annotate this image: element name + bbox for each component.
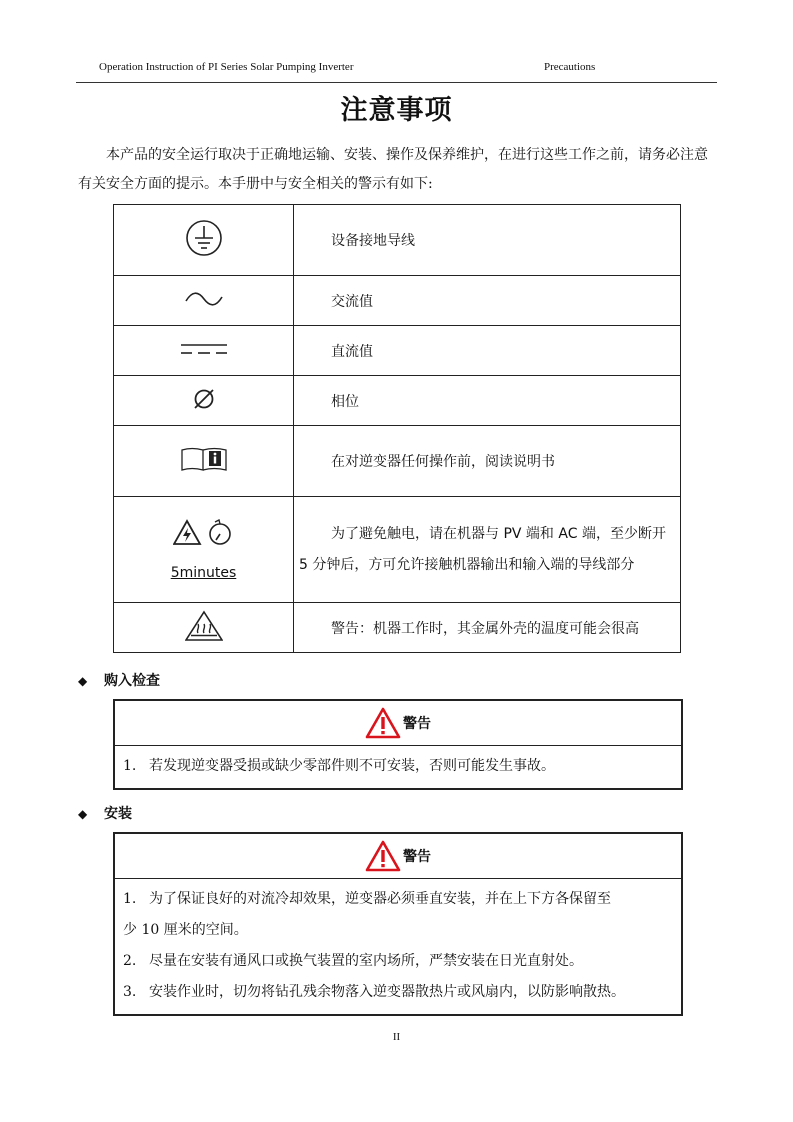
time-caption: 5minutes <box>170 564 237 581</box>
ac-terminal-label: AC <box>558 525 578 542</box>
list-item <box>115 751 681 782</box>
table-row <box>114 603 681 653</box>
table-row <box>114 376 681 426</box>
symbol-cell <box>114 276 294 326</box>
manual-icon <box>180 446 228 472</box>
intro-text: 本产品的安全运行取决于正确地运输、安装、操作及保养维护，在进行这些工作之前，请务必注意有关安全方面的提示。本手册中与安全相关的警示有如下: <box>78 147 708 192</box>
item-number: 3. <box>123 984 137 1000</box>
item-text: 安装作业时，切勿将钻孔残余物落入逆变器散热片或风扇内，以防影响散热。 <box>149 984 625 1000</box>
phase-icon <box>192 387 216 411</box>
header-document-title: Operation Instruction of PI Series Solar Pumping Inverter <box>99 61 354 73</box>
item-text: 尽量在安装有通风口或换气装置的室内场所，严禁安装在日光直射处。 <box>149 953 583 969</box>
item-text: 若发现逆变器受损或缺少零部件则不可安装，否则可能发生事故。 <box>149 758 555 774</box>
symbol-description: 设备接地导线 <box>294 205 681 276</box>
table-row <box>114 326 681 376</box>
warning-box-inspection <box>113 699 683 790</box>
symbols-table <box>113 204 681 653</box>
intro-paragraph <box>78 141 718 199</box>
pv-terminal-label: PV <box>503 525 522 542</box>
shock-timer-icon <box>173 519 235 547</box>
header-rule <box>76 82 717 83</box>
warning-body <box>115 746 681 788</box>
diamond-bullet-icon: ◆ <box>78 674 88 688</box>
header-section-name: Precautions <box>544 61 596 73</box>
warning-triangle-icon <box>365 840 401 872</box>
hot-surface-icon <box>185 610 223 642</box>
symbol-cell <box>114 426 294 497</box>
symbol-description: 警告：机器工作时，其金属外壳的温度可能会很高 <box>294 603 681 653</box>
page-title: 注意事项 <box>340 95 453 126</box>
symbol-description: 交流值 <box>294 276 681 326</box>
diamond-bullet-icon: ◆ <box>78 807 88 821</box>
symbol-cell <box>114 326 294 376</box>
warning-label: 警告 <box>403 849 431 865</box>
item-number: 1. <box>123 758 137 774</box>
item-number: 1. <box>123 891 137 907</box>
section-title: 购入检查 <box>104 673 160 689</box>
list-item-continuation: 少 10 厘米的空间。 <box>123 922 248 938</box>
item-number: 2. <box>123 953 137 969</box>
table-row <box>114 205 681 276</box>
symbol-description: 在对逆变器任何操作前，阅读说明书 <box>294 426 681 497</box>
symbol-cell <box>114 497 294 603</box>
section-title: 安装 <box>104 806 132 822</box>
shock-text-part: 端，至少断开 <box>577 525 666 542</box>
section-heading-installation <box>78 803 132 823</box>
symbol-description: 相位 <box>294 376 681 426</box>
warning-body <box>115 879 681 1014</box>
symbol-cell <box>114 205 294 276</box>
shock-text-part: 分钟后，方可允许接触机器输出和输入端的导线部分 <box>307 556 635 573</box>
symbol-cell <box>114 603 294 653</box>
ground-icon <box>185 219 223 257</box>
warning-triangle-icon <box>365 707 401 739</box>
symbol-description <box>294 497 681 603</box>
table-row <box>114 276 681 326</box>
list-item <box>115 946 681 977</box>
dc-icon <box>180 342 228 356</box>
symbol-cell <box>114 376 294 426</box>
warning-header <box>115 701 681 746</box>
warning-header <box>115 834 681 879</box>
list-item <box>115 977 681 1008</box>
warning-box-installation <box>113 832 683 1016</box>
shock-text-part: 端和 <box>521 525 559 542</box>
list-item <box>115 884 681 915</box>
ac-icon <box>184 291 224 307</box>
warning-label: 警告 <box>403 716 431 732</box>
item-text: 为了保证良好的对流冷却效果，逆变器必须垂直安装，并在上下方各保留至 <box>149 891 611 907</box>
page-number: II <box>392 1031 401 1043</box>
section-heading-inspection <box>78 670 160 690</box>
table-row <box>114 426 681 497</box>
symbol-description: 直流值 <box>294 326 681 376</box>
shock-text-part: 为了避免触电，请在机器与 <box>331 525 504 542</box>
table-row <box>114 497 681 603</box>
minutes-value: 5 <box>299 556 308 573</box>
